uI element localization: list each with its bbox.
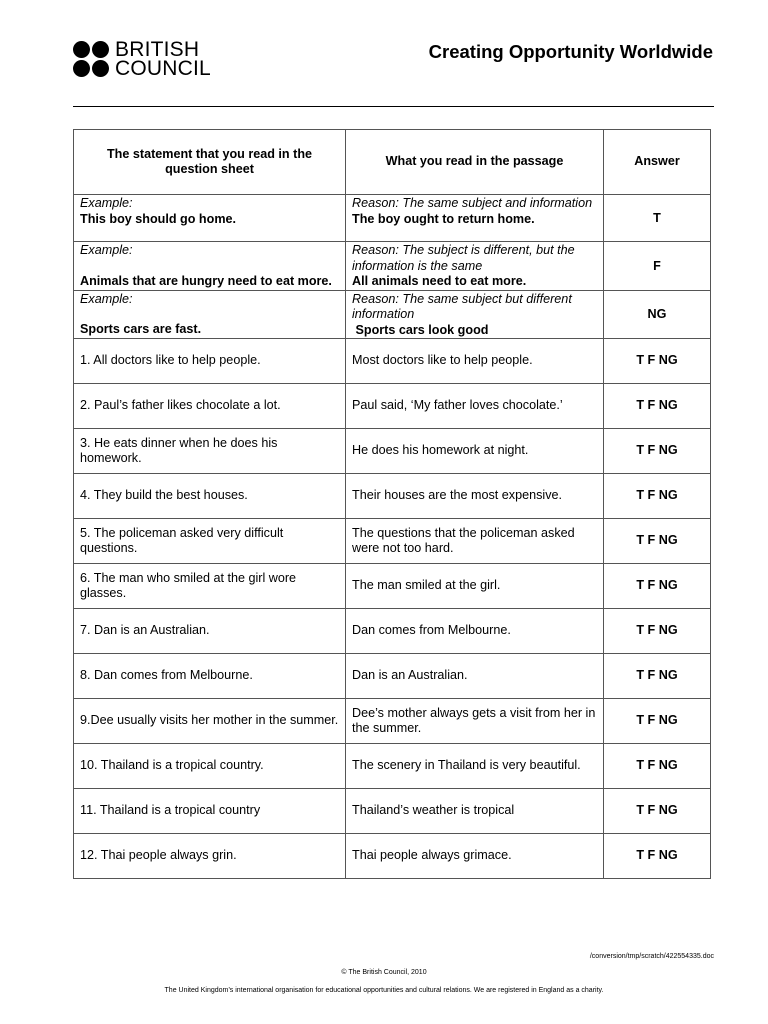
example-statement-cell — [74, 195, 346, 242]
true-false-notgiven-table — [73, 129, 711, 879]
example-passage-cell — [346, 242, 604, 291]
logo-dots-icon — [73, 41, 109, 77]
tagline: Creating Opportunity Worldwide — [428, 41, 713, 62]
question-statement: 11. Thailand is a tropical country — [74, 789, 346, 834]
answer-options: T F NG — [604, 384, 711, 429]
question-statement: 10. Thailand is a tropical country. — [74, 744, 346, 789]
example-passage-cell — [346, 290, 604, 339]
question-statement: 1. All doctors like to help people. — [74, 339, 346, 384]
question-statement: 8. Dan comes from Melbourne. — [74, 654, 346, 699]
column-header-passage: What you read in the passage — [346, 130, 604, 195]
question-passage: Most doctors like to help people. — [346, 339, 604, 384]
answer-options: T F NG — [604, 564, 711, 609]
question-statement: 5. The policeman asked very difficult questions. — [74, 519, 346, 564]
table-row — [74, 519, 711, 564]
example-statement: Sports cars are fast. — [80, 322, 202, 336]
example-label: Example: — [80, 243, 133, 257]
example-label: Example: — [80, 196, 133, 210]
question-passage: Dan is an Australian. — [346, 654, 604, 699]
column-header-statement: The statement that you read in the question sheet — [74, 130, 346, 195]
question-passage: Dee’s mother always gets a visit from her in the summer. — [346, 699, 604, 744]
answer-options: T F NG — [604, 699, 711, 744]
example-statement: This boy should go home. — [80, 211, 237, 226]
example-reason: Reason: The same subject but different information — [352, 291, 572, 321]
answer-options: T F NG — [604, 519, 711, 564]
answer-options: T F NG — [604, 834, 711, 879]
example-passage: All animals need to eat more. — [352, 274, 527, 288]
question-statement: 12. Thai people always grin. — [74, 834, 346, 879]
table-row — [74, 654, 711, 699]
table-row — [74, 384, 711, 429]
logo-wordmark: BRITISH COUNCIL — [115, 38, 211, 80]
column-header-answer: Answer — [604, 130, 711, 195]
answer-options: T F NG — [604, 429, 711, 474]
question-passage: He does his homework at night. — [346, 429, 604, 474]
example-statement-cell — [74, 242, 346, 291]
example-row — [74, 242, 711, 291]
example-passage: Sports cars look good — [352, 322, 489, 337]
table-row — [74, 474, 711, 519]
answer-options: T F NG — [604, 654, 711, 699]
example-statement-cell — [74, 290, 346, 339]
example-statement: Animals that are hungry need to eat more. — [80, 273, 332, 288]
question-statement: 3. He eats dinner when he does his homework. — [74, 429, 346, 474]
british-council-logo — [73, 40, 211, 78]
table-header-row — [74, 130, 711, 195]
table-row — [74, 699, 711, 744]
question-passage: The man smiled at the girl. — [346, 564, 604, 609]
table-row — [74, 609, 711, 654]
question-passage: Their houses are the most expensive. — [346, 474, 604, 519]
answer-options: T F NG — [604, 789, 711, 834]
question-passage: Thailand’s weather is tropical — [346, 789, 604, 834]
page-header — [0, 0, 768, 110]
table-row — [74, 429, 711, 474]
question-statement: 4. They build the best houses. — [74, 474, 346, 519]
question-statement: 2. Paul’s father likes chocolate a lot. — [74, 384, 346, 429]
question-passage: The questions that the policeman asked were not too hard. — [346, 519, 604, 564]
table-row — [74, 789, 711, 834]
copyright-notice: © The British Council, 2010 — [341, 969, 427, 976]
example-answer: T — [604, 195, 711, 242]
table-row — [74, 339, 711, 384]
example-reason: Reason: The subject is different, but the information is the same — [352, 243, 575, 273]
example-passage-cell — [346, 195, 604, 242]
organisation-statement: The United Kingdom’s international organisation for educational opportunities and cultural relations. We are registered in England as a charity. — [164, 987, 604, 994]
example-answer: F — [604, 242, 711, 291]
answer-options: T F NG — [604, 474, 711, 519]
question-passage: Thai people always grimace. — [346, 834, 604, 879]
question-statement: 6. The man who smiled at the girl wore glasses. — [74, 564, 346, 609]
example-passage: The boy ought to return home. — [352, 211, 535, 226]
question-passage: Dan comes from Melbourne. — [346, 609, 604, 654]
table-row — [74, 564, 711, 609]
table-row — [74, 744, 711, 789]
example-reason: Reason: The same subject and information — [352, 196, 593, 210]
example-row — [74, 195, 711, 242]
table-row — [74, 834, 711, 879]
question-statement: 7. Dan is an Australian. — [74, 609, 346, 654]
document-path: /conversion/tmp/scratch/422554335.doc — [589, 953, 714, 960]
answer-options: T F NG — [604, 744, 711, 789]
answer-options: T F NG — [604, 339, 711, 384]
example-row — [74, 290, 711, 339]
question-statement: 9.Dee usually visits her mother in the summer. — [74, 699, 346, 744]
example-label: Example: — [80, 291, 133, 306]
question-passage: The scenery in Thailand is very beautiful. — [346, 744, 604, 789]
answer-options: T F NG — [604, 609, 711, 654]
question-passage: Paul said, ‘My father loves chocolate.’ — [346, 384, 604, 429]
header-divider — [73, 106, 714, 107]
example-answer: NG — [604, 290, 711, 339]
